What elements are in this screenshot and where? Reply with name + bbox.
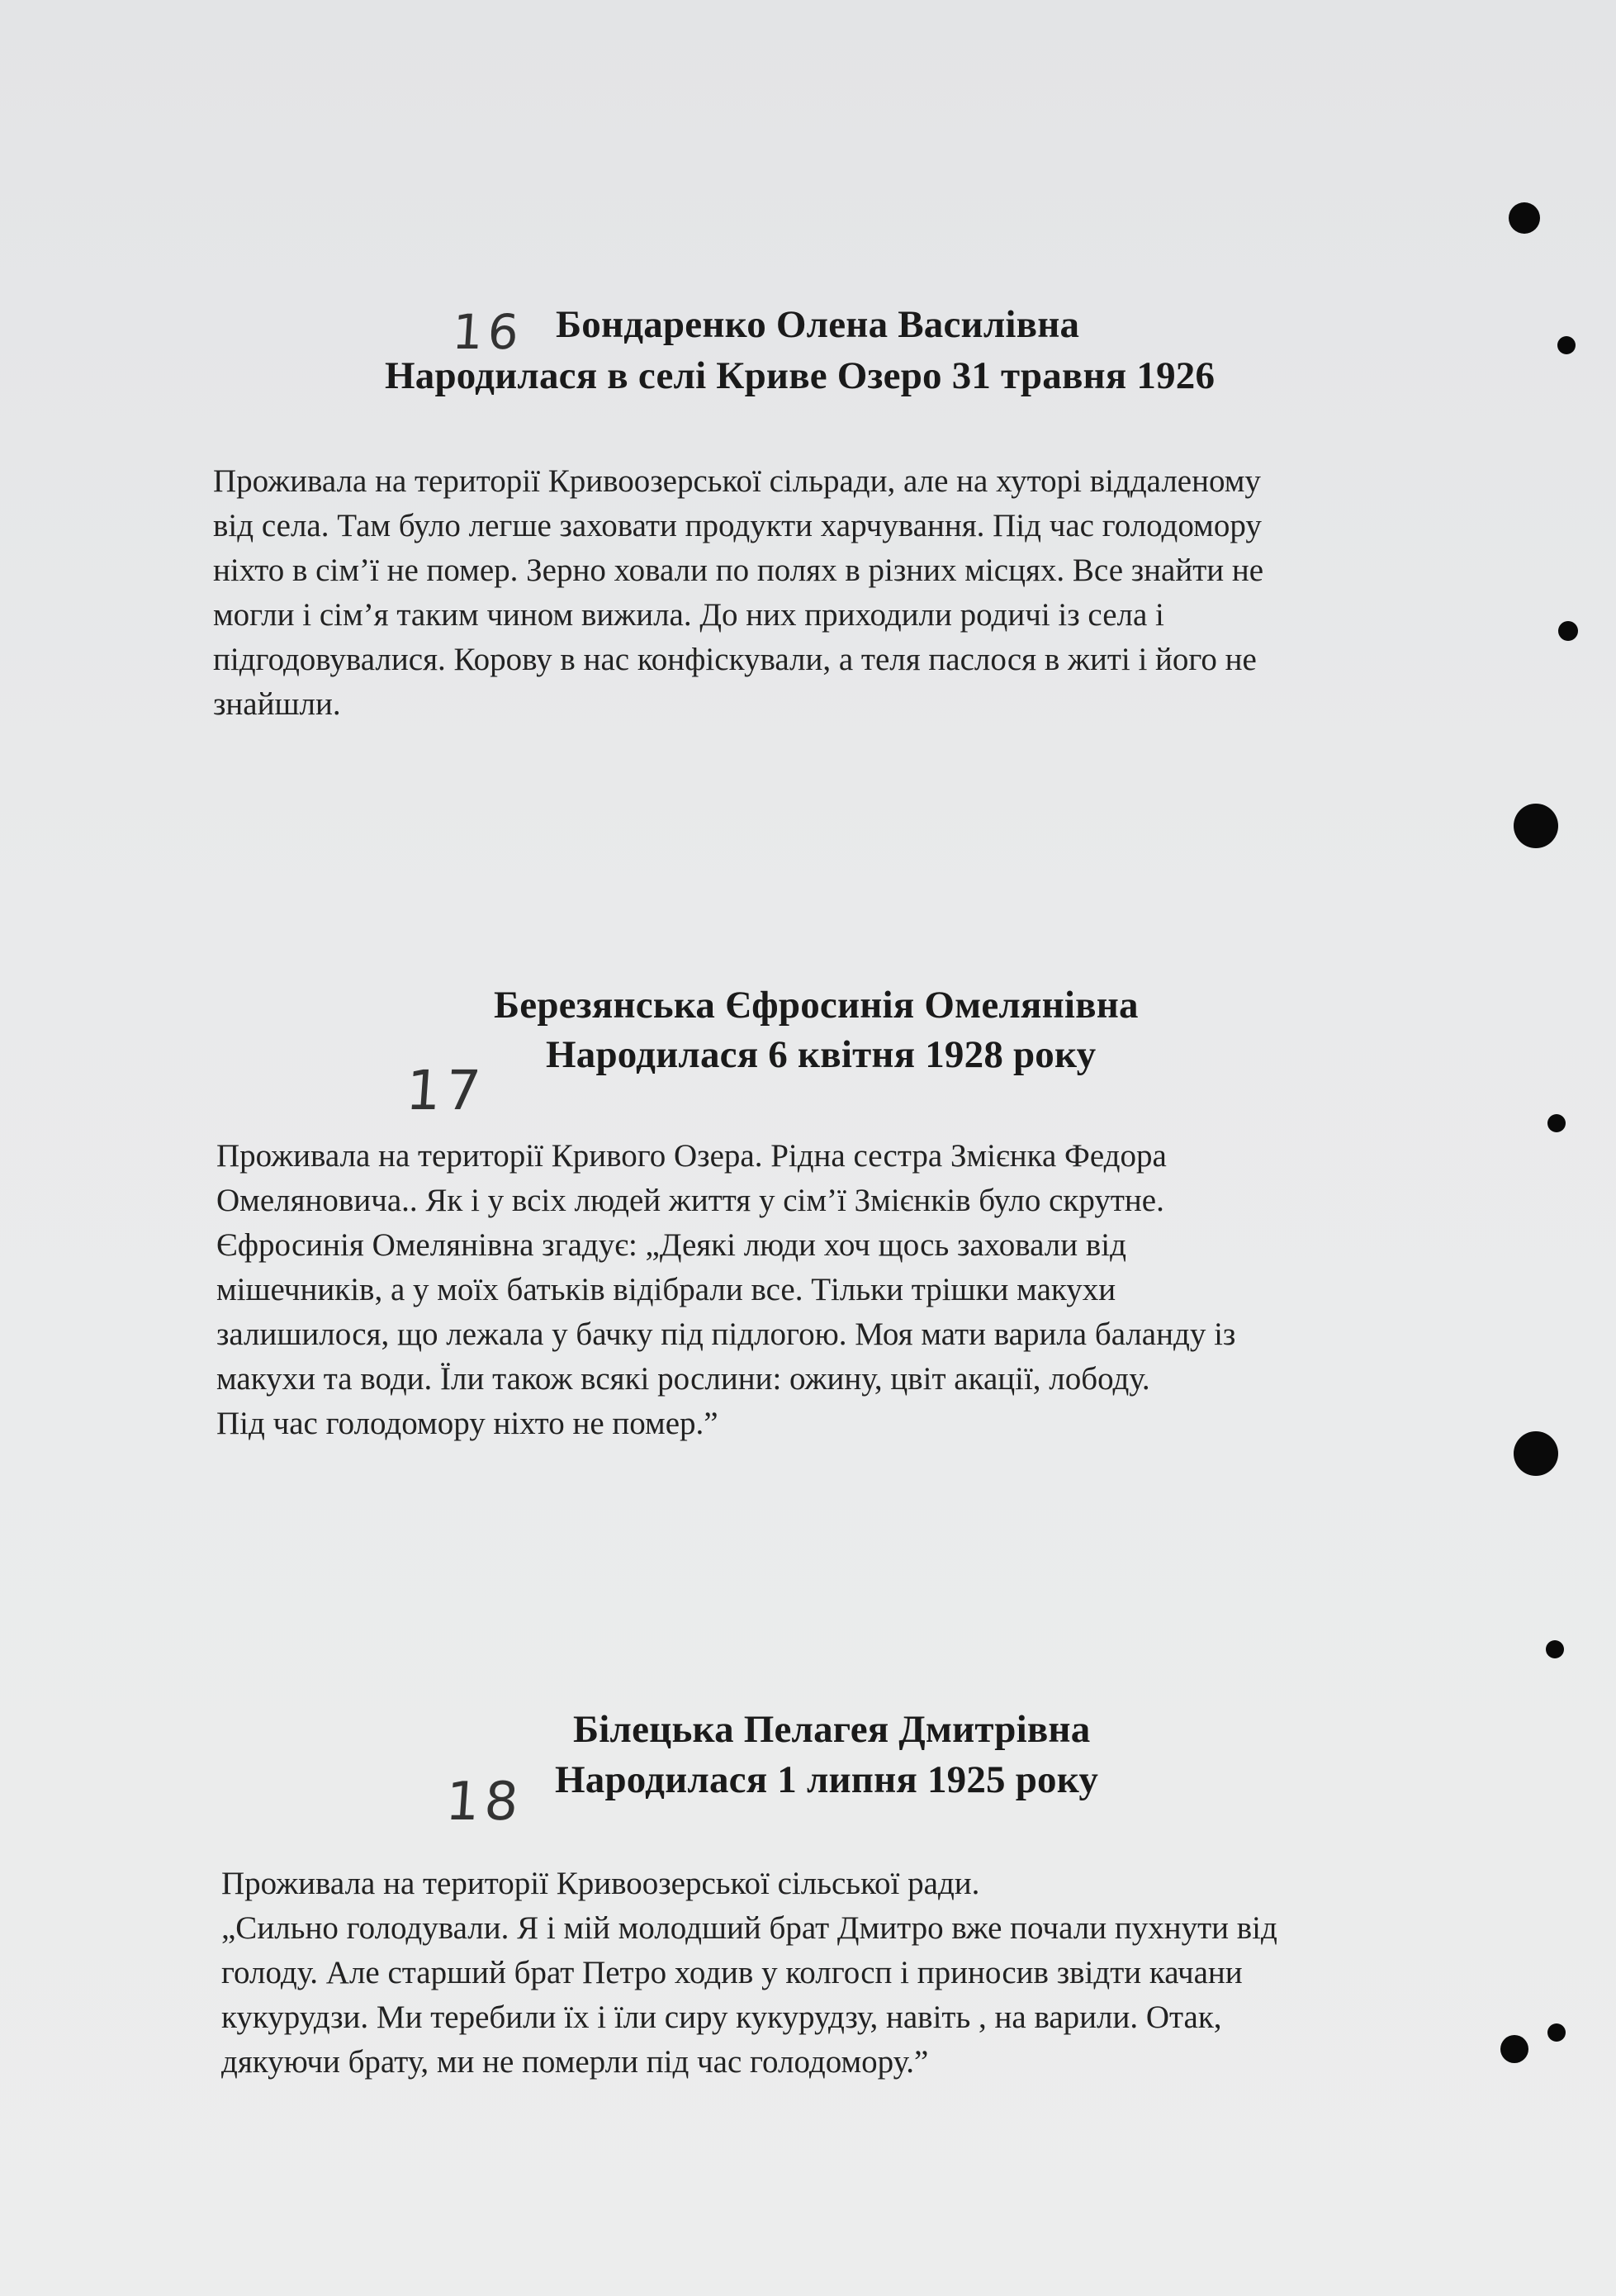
text-line: від села. Там було легше заховати продукти харчування. Під час голодомору [213,508,1262,543]
text-line: дякуючи брату, ми не померли під час голодомору.” [221,2044,929,2080]
punch-hole [1514,804,1558,848]
text-line: мішечників, а у моїх батьків відібрали все. Тільки трішки макухи [216,1272,1116,1307]
text-line: Під час голодомору ніхто не помер.” [216,1406,718,1441]
entry-birth: Народилася 6 квітня 1928 року [546,1033,1097,1076]
handwritten-number: 18 [443,1772,526,1833]
text-line: макухи та води. Їли також всякі рослини: ожину, цвіт акації, лободу. [216,1361,1150,1397]
text-line: могли і сім’я таким чином вижила. До них приходили родичі із села і [213,597,1164,633]
entry-name: Білецька Пелагея Дмитрівна [573,1708,1091,1751]
entry-birth: Народилася 1 липня 1925 року [555,1758,1099,1801]
text-line: Проживала на території Кривого Озера. Рідна сестра Змієнка Федора [216,1138,1167,1174]
punch-hole [1557,336,1576,354]
entry-text [213,459,1263,727]
entry-text [221,1862,1277,2085]
punch-hole [1547,2023,1566,2042]
entry-name: Березянська Єфросинія Омелянівна [494,984,1139,1027]
text-line: голоду. Але старший брат Петро ходив у колгосп і приносив звідти качани [221,1955,1243,1990]
text-line: Проживала на території Кривоозерської сільської ради. [221,1866,980,1901]
text-line: Єфросинія Омелянівна згадує: „Деякі люди хоч щось заховали від [216,1227,1126,1263]
text-line: підгодовувалися. Корову в нас конфіскували, а теля паслося в житі і його не [213,642,1257,677]
punch-hole [1558,621,1578,641]
text-line: Омеляновича.. Як і у всіх людей життя у сім’ї Змієнків було скрутне. [216,1183,1164,1218]
punch-hole [1547,1114,1566,1132]
punch-hole [1509,202,1540,234]
entry-name: Бондаренко Олена Василівна [556,303,1080,346]
text-line: залишилося, що лежала у бачку під підлогою. Моя мати варила баланду із [216,1316,1236,1352]
text-line: ніхто в сім’ї не помер. Зерно ховали по полях в різних місцях. Все знайти не [213,553,1264,588]
handwritten-number: 17 [404,1059,488,1122]
text-line: Проживала на території Кривоозерської сільради, але на хуторі віддаленому [213,463,1261,499]
handwritten-number: 16 [450,304,526,360]
entry-birth: Народилася в селі Криве Озеро 31 травня 1926 [385,354,1216,397]
text-line: знайшли. [213,686,341,722]
punch-hole [1514,1431,1558,1476]
text-line: кукурудзи. Ми теребили їх і їли сиру кукурудзу, навіть , на варили. Отак, [221,2000,1222,2035]
text-line: „Сильно голодували. Я і мій молодший брат Дмитро вже почали пухнути від [221,1910,1277,1946]
entry-text [216,1134,1235,1446]
punch-hole [1500,2035,1528,2063]
punch-hole [1546,1640,1564,1658]
